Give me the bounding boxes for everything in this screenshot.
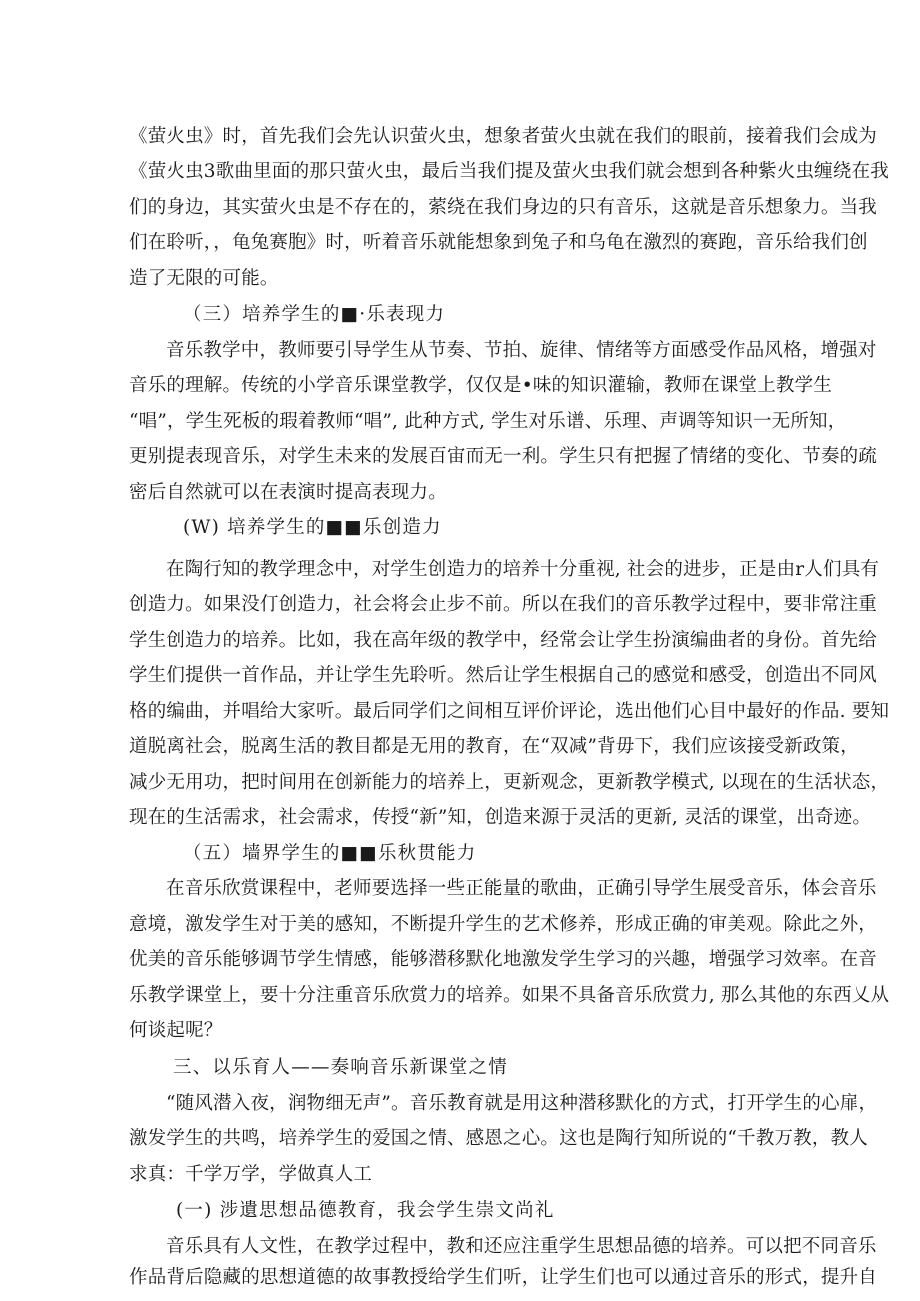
text-line: 减少无用功，把时间用在创新能力的培养上，更新观念，更新教学模式, 以现在的生活状态，	[129, 772, 890, 793]
section-heading-5: （五）墙界学生的■■乐秋贯能力	[183, 843, 477, 864]
text-line: 意境，激发学生对于美的感知，不断提升学生的艺术修养，形成正确的审美观。除此之外，	[129, 914, 878, 935]
section-heading-1: (一) 涉遺思想品德教育，我会学生崇文尚礼	[176, 1200, 555, 1221]
text-line: 何谈起呢？	[129, 1020, 223, 1041]
text-line: 更别提表现音乐，对学生未来的发展百宙而无一利。学生只有把握了情绪的变化、节奏的疏	[129, 446, 878, 467]
text-line: 创造力。如果没仃创造力，社会将会止步不前。所以在我们的音乐教学过程中，要非常注重	[129, 594, 878, 615]
text-line: 学生创造力的培养。比如，我在高年级的教学中，经常会让学生扮演编曲者的身份。首先给	[129, 630, 878, 651]
text-line: 们在聆听，，龟兔赛胞》时，听着音乐就能想象到兔子和乌龟在激烈的赛跑，音乐给我们创	[129, 232, 868, 253]
text-line: 音乐教学中，教师要引导学生从节奏、节拍、旋律、情绪等方面感受作品风格，增强对	[166, 340, 877, 361]
chapter-heading-3: 三、以乐育人——奏响音乐新课堂之情	[173, 1057, 508, 1078]
text-line: 《萤火虫3歌曲里面的那只萤火虫，最后当我们提及萤火虫我们就会想到各种紫火虫缠绕在我	[129, 161, 889, 182]
text-line: 求真：千学万学，学做真人工	[129, 1164, 373, 1185]
text-line: “唱”，学生死板的瑕着教师“唱”, 此种方式, 学生对乐谱、乐理、声调等知识一无所知，	[129, 411, 847, 432]
text-line: 造了无限的可能。	[129, 268, 279, 289]
text-line: 学生们提供一首作品，并让学生先聆听。然后让学生根据自己的感觉和感受，创造出不同风	[129, 665, 878, 686]
text-line: 乐教学课堂上，要十分注重音乐欣赏力的培养。如果不具备音乐欣赏力, 那么其他的东西乂从	[129, 985, 890, 1006]
text-line: 优美的音乐能够调节学生情感，能够潜移默化地激发学生学习的兴趣，增强学习效率。在音	[129, 949, 878, 970]
text-line: 密后自然就可以在表演时提高表现力。	[129, 482, 447, 503]
text-line: 作品背后隐藏的思想道德的故事教授给学生们听，让学生们也可以通过音乐的形式，提升自	[129, 1267, 878, 1288]
text-line: 音乐具有人文性，在教学过程中，教和还应注重学生思想品德的培养。可以把不同音乐	[166, 1236, 877, 1257]
text-line: 现在的生活需求，社会需求，传授“新”知，创造来源于灵活的更新, 灵活的课堂，出奇迹。	[129, 807, 872, 828]
text-line: 激发学生的共鸣，培养学生的爱国之情、感恩之心。这也是陶行知所说的“千教万教，教人	[129, 1128, 868, 1149]
text-line: 音乐的理解。传统的小学音乐课堂教学，仅仅是•味的知识灌输，教师在课堂上教学生	[129, 375, 833, 396]
text-line: 在陶行知的教学理念中，对学生创造力的培养十分重视, 社会的进步，正是由r人们具有	[166, 559, 880, 580]
text-line: 在音乐欣赏课程中，老师要选择一些正能量的歌曲，正确引导学生展受音乐，体会音乐	[166, 878, 877, 899]
text-line: “随风潜入夜，润物细无声”。音乐教育就是用这种潜移默化的方式，打开学生的心扉，	[166, 1093, 878, 1114]
text-line: 们的身边，其实萤火虫是不存在的，萦绕在我们身边的只有音乐，这就是音乐想象力。当我	[129, 197, 878, 218]
text-line: 道脱离社会，脱离生活的教目都是无用的教育，在“双减”背毋下，我们应该接受新政策，	[129, 736, 859, 757]
section-heading-4: (W) 培养学生的■■乐创造力	[183, 517, 442, 538]
text-line: 《萤火虫》时，首先我们会先认识萤火虫，想象者萤火虫就在我们的眼前，接着我们会成为	[129, 126, 878, 147]
text-line: 格的编曲，并唱给大家听。最后同学们之间相互评价评论，选出他们心目中最好的作品. 要知	[129, 701, 890, 722]
section-heading-3: （三）培养学生的■·乐表现力	[183, 304, 446, 325]
